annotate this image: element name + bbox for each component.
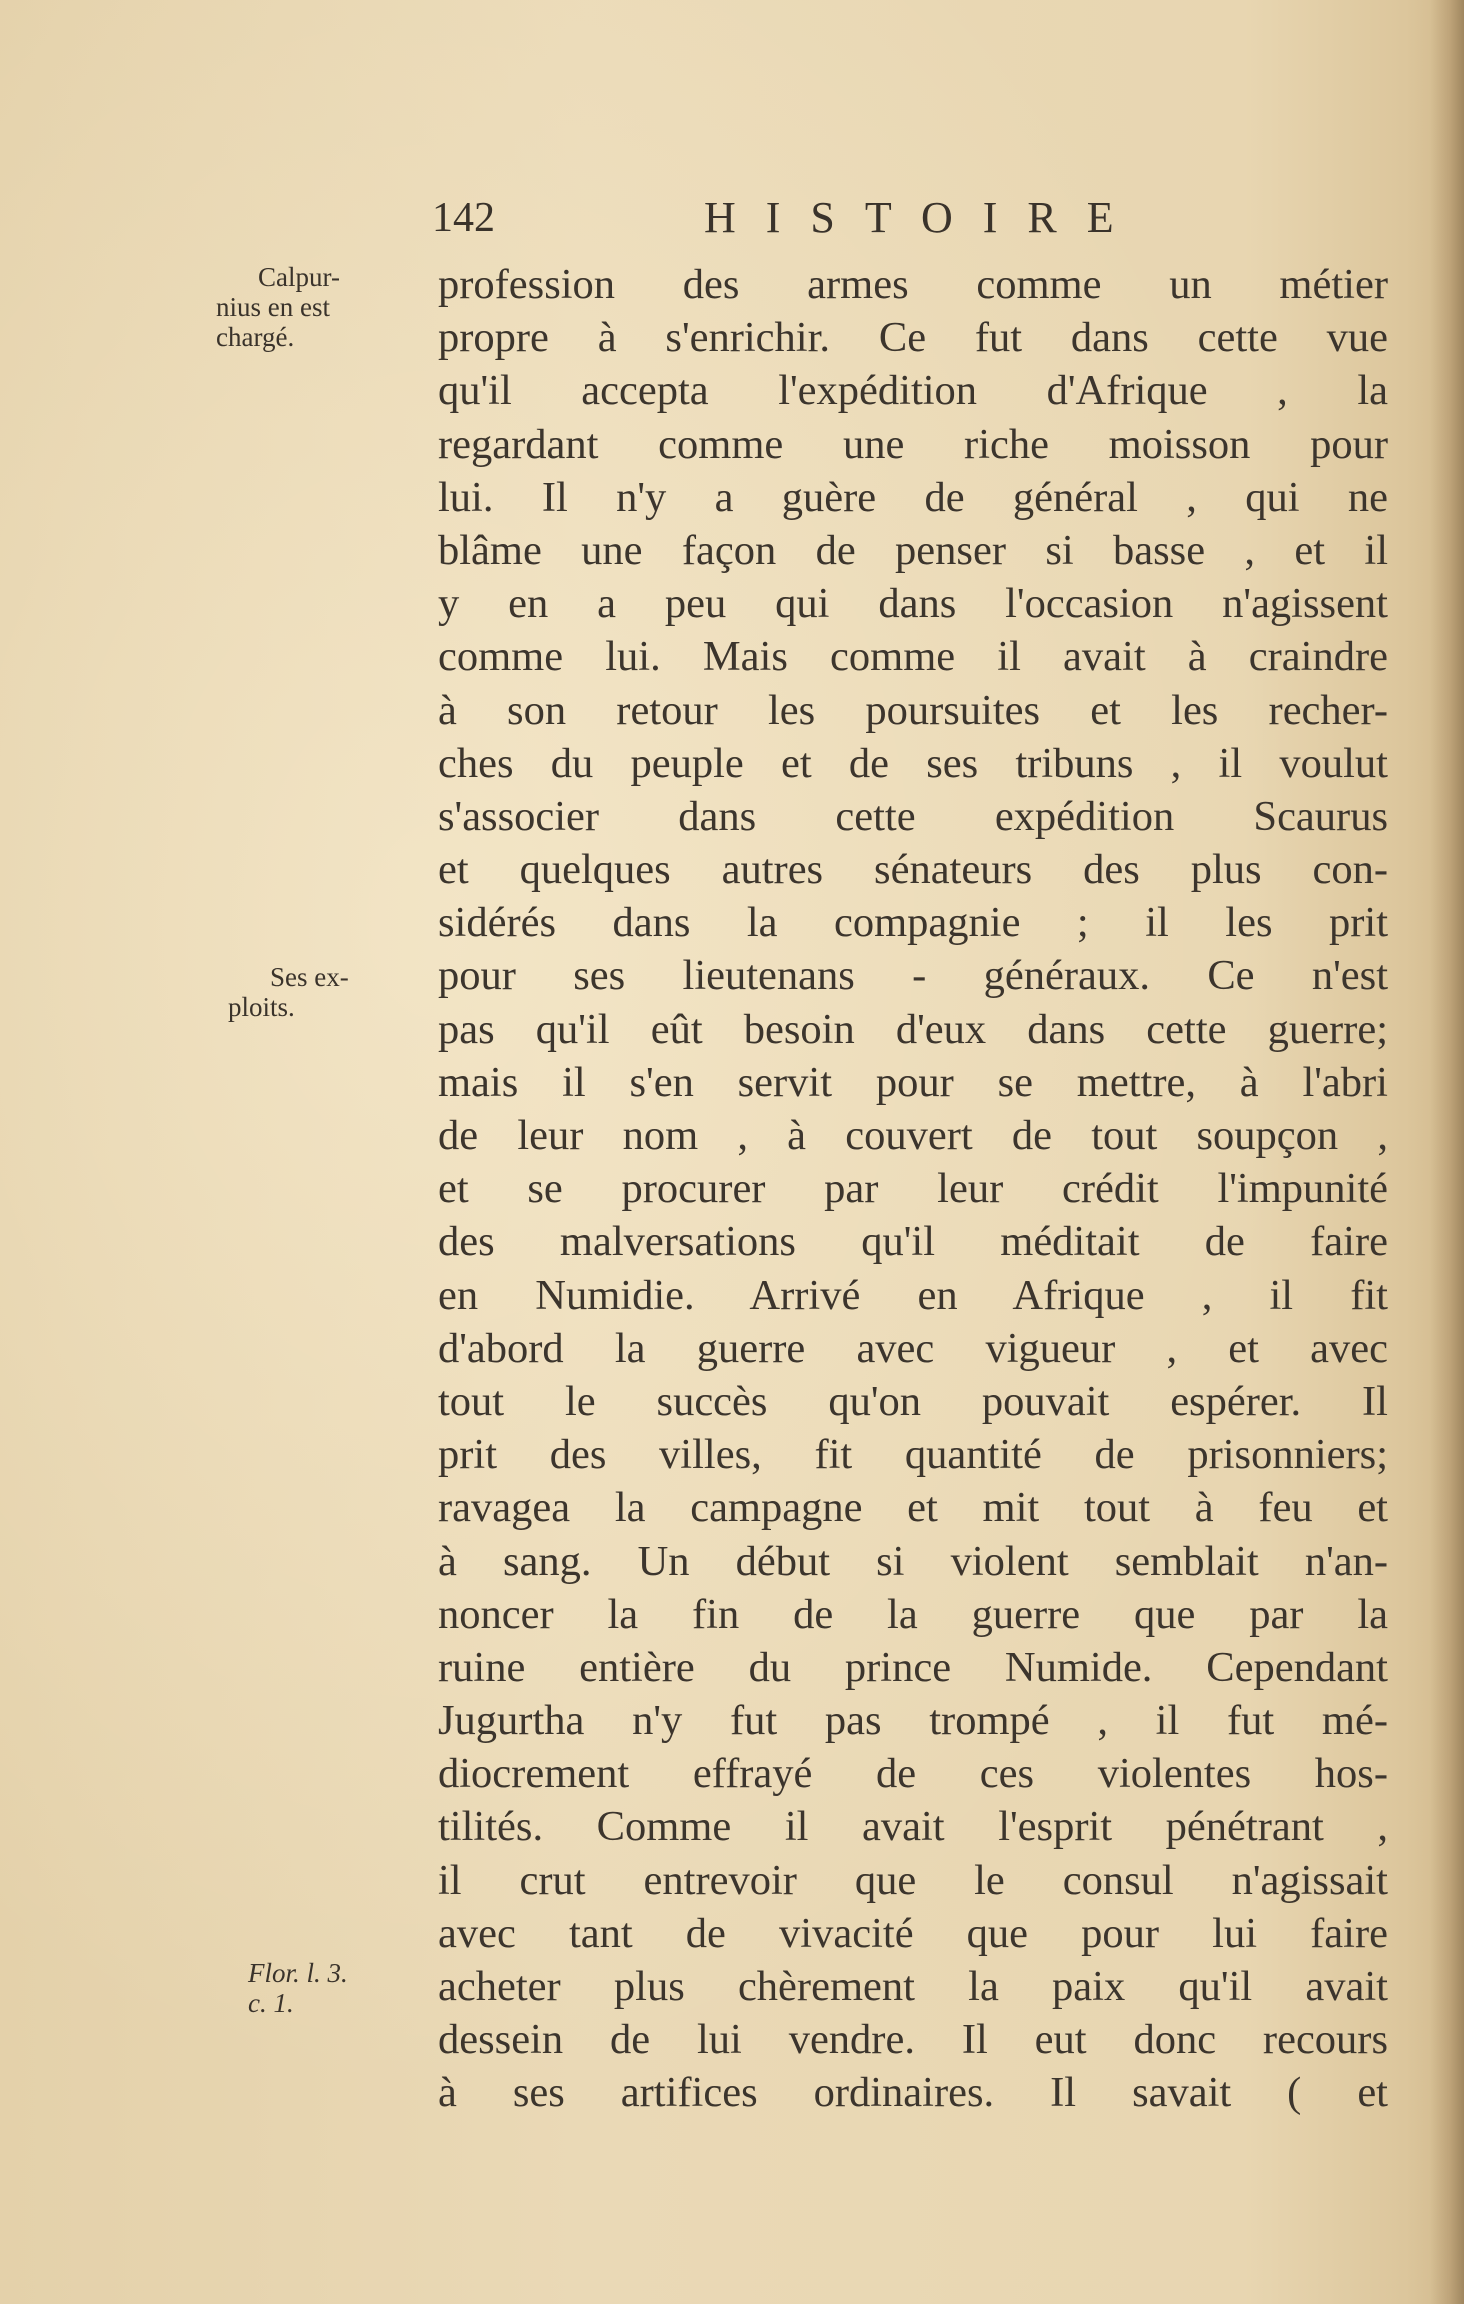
text-line: à ses artifices ordinaires. Il savait ( et xyxy=(438,2069,1388,2117)
margin-note-line: chargé. xyxy=(216,322,295,352)
text-line: ravagea la campagne et mit tout à feu et xyxy=(438,1484,1388,1532)
page-edge-shadow xyxy=(1430,0,1464,2304)
text-line: des malversations qu'il méditait de faire xyxy=(438,1218,1388,1266)
margin-note-line: ploits. xyxy=(228,992,295,1022)
text-line: lui. Il n'y a guère de général , qui ne xyxy=(438,473,1388,521)
text-line: blâme une façon de penser si basse , et il xyxy=(438,526,1388,574)
text-line: de leur nom , à couvert de tout soupçon , xyxy=(438,1112,1388,1159)
margin-note-line: c. 1. xyxy=(248,1988,294,2018)
text-line: ruine entière du prince Numide. Cependant xyxy=(438,1643,1388,1691)
text-line: mais il s'en servit pour se mettre, à l'abri xyxy=(438,1058,1388,1106)
text-line: Jugurtha n'y fut pas trompé , il fut mé- xyxy=(438,1697,1388,1745)
text-line: pas qu'il eût besoin d'eux dans cette guerre; xyxy=(438,1005,1388,1053)
margin-note-calpurnius xyxy=(216,262,431,352)
margin-note-line: Ses ex- xyxy=(270,962,349,992)
text-line: y en a peu qui dans l'occasion n'agissent xyxy=(438,580,1388,628)
text-line: profession des armes comme un métier xyxy=(438,261,1388,308)
page-header xyxy=(432,188,1144,248)
text-line: comme lui. Mais comme il avait à craindre xyxy=(438,633,1388,681)
text-line: à son retour les poursuites et les recher- xyxy=(438,686,1388,734)
body-text xyxy=(438,258,1388,2120)
text-line: et se procurer par leur crédit l'impunité xyxy=(438,1165,1388,1213)
running-title: HISTOIRE xyxy=(704,193,1144,242)
text-line: en Numidie. Arrivé en Afrique , il fit xyxy=(438,1271,1388,1319)
text-line: acheter plus chèrement la paix qu'il avait xyxy=(438,1963,1388,2010)
text-line: avec tant de vivacité que pour lui faire xyxy=(438,1909,1388,1957)
text-line: il crut entrevoir que le consul n'agissait xyxy=(438,1856,1388,1904)
text-line: sidérés dans la compagnie ; il les prit xyxy=(438,899,1388,947)
margin-note-reference xyxy=(248,1958,463,2018)
text-line: diocrement effrayé de ces violentes hos- xyxy=(438,1750,1388,1798)
margin-note-line: nius en est xyxy=(216,292,330,322)
text-line: pour ses lieutenans - généraux. Ce n'est xyxy=(438,952,1388,1000)
text-line: tilités. Comme il avait l'esprit pénétrant , xyxy=(438,1803,1388,1851)
text-line: ches du peuple et de ses tribuns , il voulut xyxy=(438,739,1388,787)
page-number: 142 xyxy=(432,195,495,241)
margin-note-line: Flor. l. 3. xyxy=(248,1958,348,1988)
text-line: tout le succès qu'on pouvait espérer. Il xyxy=(438,1377,1388,1425)
text-line: dessein de lui vendre. Il eut donc recours xyxy=(438,2016,1388,2064)
text-line: et quelques autres sénateurs des plus con- xyxy=(438,846,1388,894)
margin-note-exploits xyxy=(228,962,443,1022)
text-line: à sang. Un début si violent semblait n'an- xyxy=(438,1537,1388,1585)
text-line: d'abord la guerre avec vigueur , et avec xyxy=(438,1324,1388,1372)
text-line: propre à s'enrichir. Ce fut dans cette vue xyxy=(438,314,1388,362)
text-line: regardant comme une riche moisson pour xyxy=(438,420,1388,468)
text-line: noncer la fin de la guerre que par la xyxy=(438,1590,1388,1638)
text-line: qu'il accepta l'expédition d'Afrique , la xyxy=(438,367,1388,415)
text-line: prit des villes, fit quantité de prisonniers; xyxy=(438,1431,1388,1479)
margin-note-line: Calpur- xyxy=(258,262,340,292)
text-line: s'associer dans cette expédition Scaurus xyxy=(438,792,1388,840)
